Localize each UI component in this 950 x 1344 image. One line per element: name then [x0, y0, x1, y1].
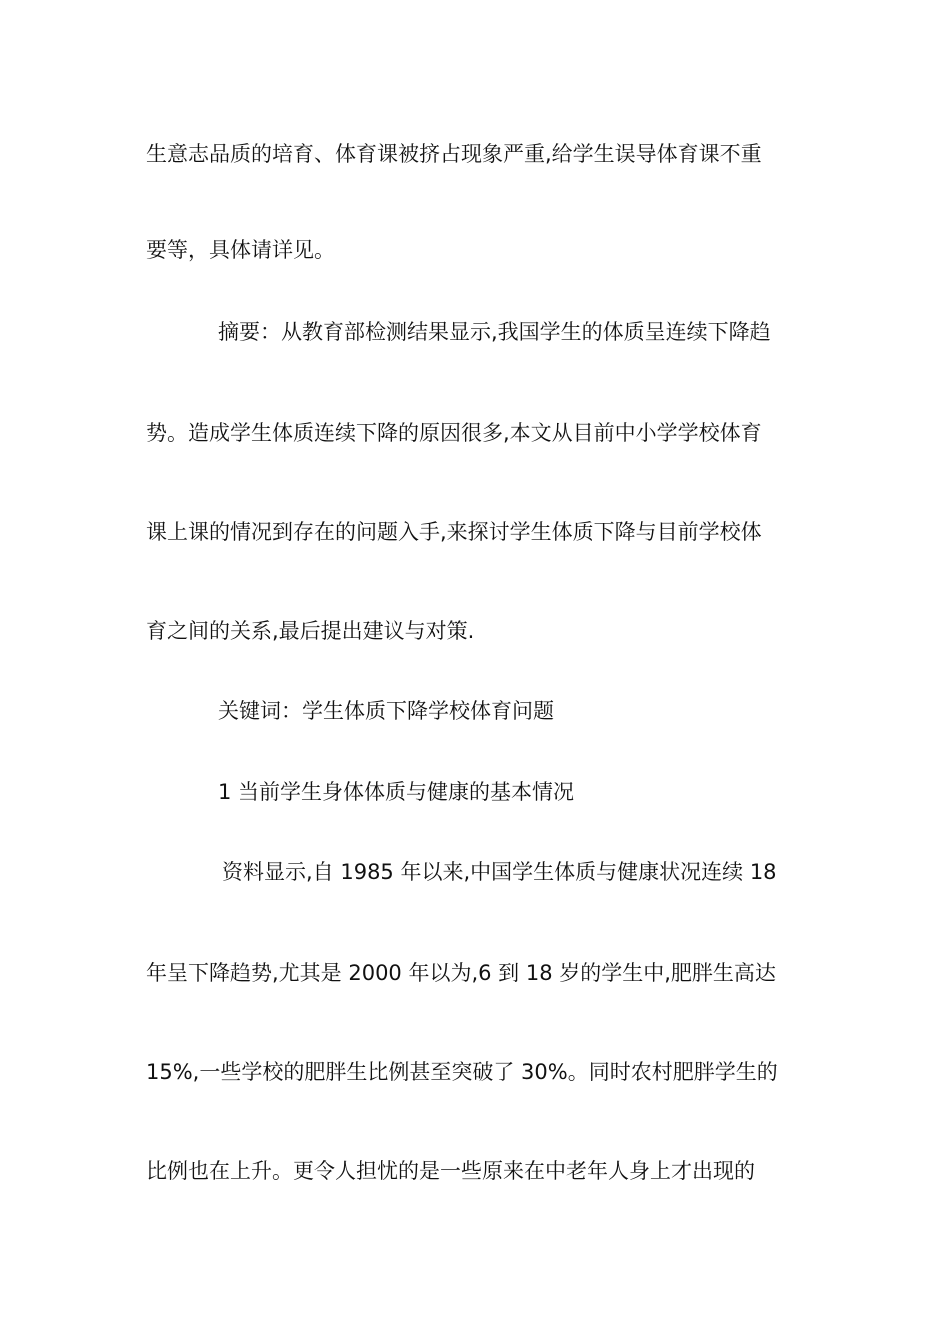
text-line: 课上课的情况到存在的问题入手,来探讨学生体质下降与目前学校体 — [146, 520, 762, 544]
text-line: 年呈下降趋势,尤其是 2000 年以为,6 到 18 岁的学生中,肥胖生高达 — [146, 961, 776, 985]
keywords-line: 关键词：学生体质下降学校体育问题 — [218, 699, 554, 723]
text-line: 势。造成学生体质连续下降的原因很多,本文从目前中小学学校体育 — [146, 421, 762, 445]
text-line: 比例也在上升。更令人担忧的是一些原来在中老年人身上才出现的 — [146, 1159, 755, 1183]
text-line: 15%,一些学校的肥胖生比例甚至突破了 30%。同时农村肥胖学生的 — [146, 1060, 778, 1084]
abstract-line: 摘要：从教育部检测结果显示,我国学生的体质呈连续下降趋 — [218, 320, 771, 344]
text-line: 育之间的关系,最后提出建议与对策. — [146, 619, 475, 643]
text-line: 资料显示,自 1985 年以来,中国学生体质与健康状况连续 18 — [222, 860, 777, 884]
text-line: 生意志品质的培育、体育课被挤占现象严重,给学生误导体育课不重 — [146, 142, 762, 166]
section-heading: 1 当前学生身体体质与健康的基本情况 — [218, 780, 575, 804]
text-line: 要等，具体请详见。 — [146, 238, 335, 262]
